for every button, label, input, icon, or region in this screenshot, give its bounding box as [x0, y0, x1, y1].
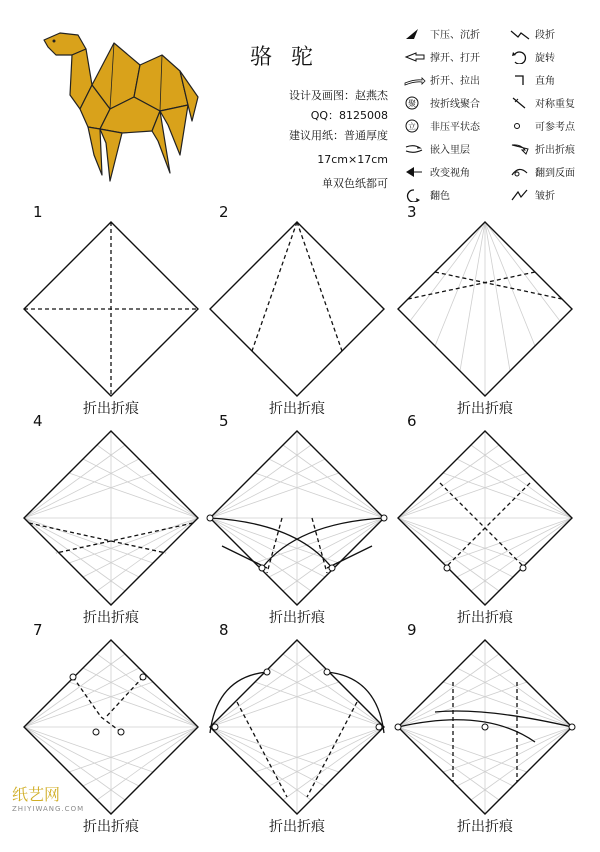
color-note-text: 单双色纸都可 — [322, 177, 388, 190]
legend-label: 对称重复 — [535, 99, 575, 110]
step-caption: 折出折痕 — [457, 401, 513, 417]
step-number: 7 — [33, 621, 43, 639]
step-number: 1 — [33, 203, 43, 221]
step-9 — [395, 621, 575, 835]
legend-label: 嵌入里层 — [430, 145, 470, 156]
step-number: 6 — [407, 412, 417, 430]
step-8 — [210, 621, 384, 835]
svg-text:立: 立 — [408, 121, 416, 131]
step-4 — [24, 412, 198, 626]
legend-label: 翻到反面 — [535, 168, 575, 179]
watermark-sub: ZHIYIWANG.COM — [12, 805, 85, 813]
legend-label: 折开、拉出 — [430, 76, 480, 87]
legend-label: 按折线聚合 — [430, 99, 480, 110]
step-caption: 折出折痕 — [457, 610, 513, 626]
step-number: 2 — [219, 203, 229, 221]
step-caption: 折出折痕 — [457, 819, 513, 835]
legend-label: 非压平状态 — [430, 122, 480, 133]
step-5 — [207, 412, 387, 626]
size-text: 17cm×17cm — [317, 153, 388, 166]
step-3 — [398, 203, 572, 417]
legend-label: 翻色 — [430, 191, 450, 202]
step-1 — [24, 203, 198, 417]
step-caption: 折出折痕 — [83, 610, 139, 626]
step-caption: 折出折痕 — [83, 401, 139, 417]
step-number: 5 — [219, 412, 229, 430]
legend-label: 皱折 — [535, 191, 555, 202]
step-number: 4 — [33, 412, 43, 430]
step-number: 3 — [407, 203, 417, 221]
designer-text: 设计及画图：赵燕杰 — [289, 89, 388, 102]
watermark — [12, 782, 84, 813]
step-6 — [398, 412, 572, 626]
step-number: 8 — [219, 621, 229, 639]
legend-label: 撑开、打开 — [430, 53, 480, 64]
legend-label: 可参考点 — [535, 122, 575, 133]
qq-text: QQ：8125008 — [310, 109, 388, 122]
step-caption: 折出折痕 — [83, 819, 139, 835]
step-caption: 折出折痕 — [269, 401, 325, 417]
legend-label: 段折 — [535, 30, 555, 41]
legend-label: 下压、沉折 — [430, 30, 480, 41]
legend-label: 改变视角 — [430, 168, 470, 179]
watermark-text: 纸艺网 — [12, 785, 61, 804]
paper-text: 建议用纸：普通厚度 — [289, 129, 388, 142]
step-caption: 折出折痕 — [269, 610, 325, 626]
legend-label: 旋转 — [535, 53, 555, 64]
svg-text:聚: 聚 — [408, 98, 416, 108]
step-number: 9 — [407, 621, 417, 639]
step-2 — [210, 203, 384, 417]
legend-label: 折出折痕 — [535, 145, 575, 156]
step-caption: 折出折痕 — [269, 819, 325, 835]
page-title: 骆 驼 — [250, 45, 319, 70]
legend-label: 直角 — [535, 76, 555, 87]
